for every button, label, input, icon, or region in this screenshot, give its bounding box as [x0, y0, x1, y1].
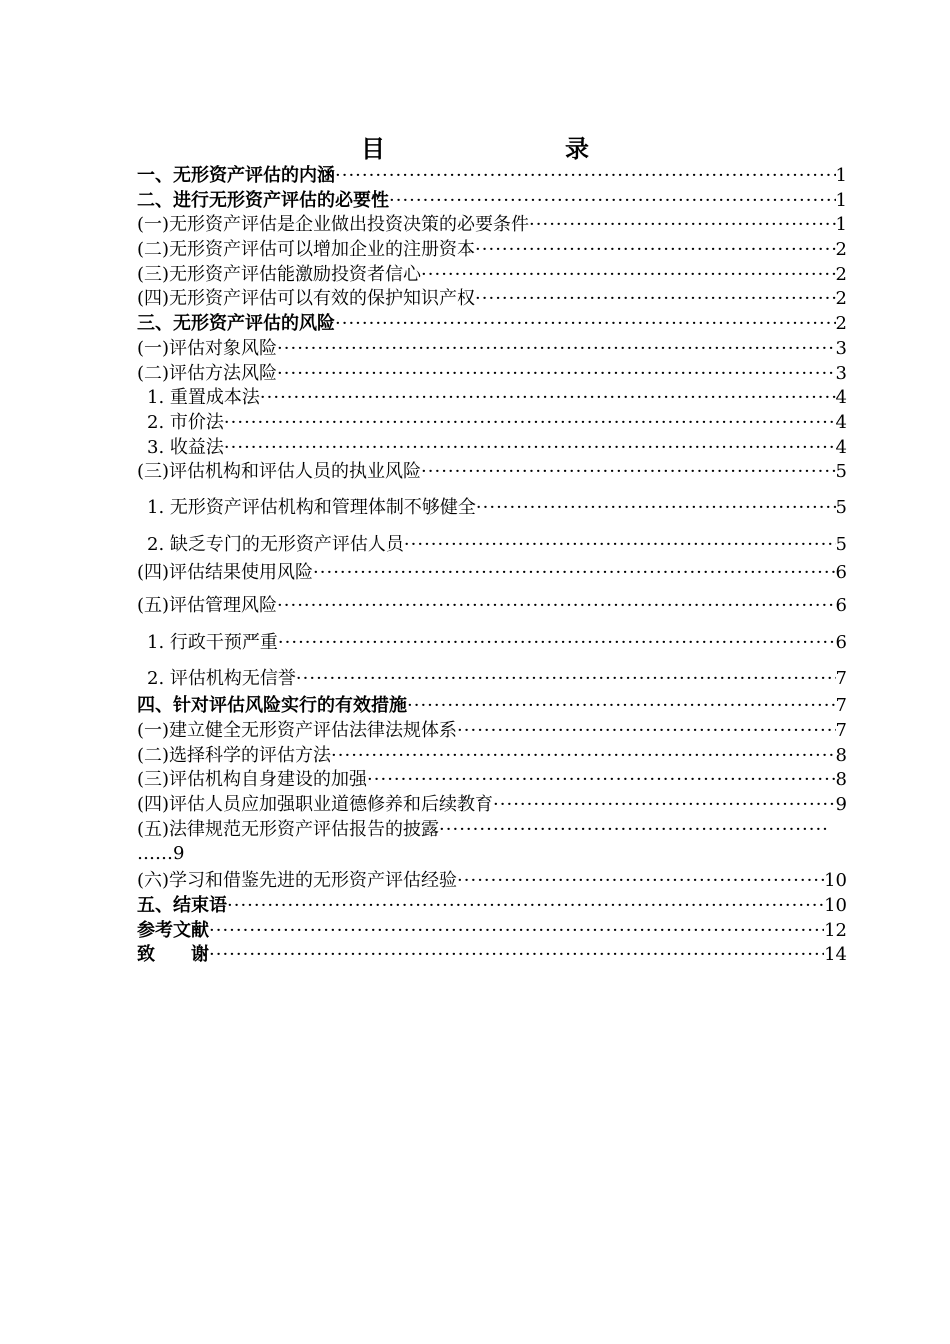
toc-entry-page: 12 — [824, 920, 847, 941]
toc-leader-dots — [277, 338, 836, 360]
toc-entry[interactable] — [137, 792, 847, 816]
toc-leader-dots — [260, 387, 836, 409]
toc-leader-dots — [227, 895, 824, 917]
toc-leader-dots — [457, 870, 824, 892]
toc-entry-text: (二)评估方法风险 — [137, 363, 278, 384]
toc-entry[interactable] — [137, 311, 847, 335]
toc-leader-dots — [404, 534, 836, 556]
toc-entry[interactable] — [137, 262, 847, 286]
toc-entry-page: 10 — [824, 870, 847, 891]
toc-entry-page: 1 — [835, 214, 847, 235]
toc-leader-dots — [367, 769, 836, 791]
toc-entry-page: 9 — [835, 794, 847, 815]
toc-entry[interactable] — [137, 593, 847, 617]
toc-entry[interactable] — [137, 767, 847, 791]
toc-entry-page: 6 — [835, 562, 847, 583]
toc-entry-page: 5 — [835, 497, 847, 518]
page-title: 目 录 — [361, 135, 633, 163]
toc-entry-page: 1 — [835, 165, 847, 186]
toc-leader-dots — [529, 214, 836, 236]
toc-entry-text: (一)评估对象风险 — [137, 338, 278, 359]
toc-entry-text: (三)无形资产评估能激励投资者信心 — [137, 264, 422, 285]
toc-leader-dots — [278, 632, 836, 654]
toc-entry[interactable] — [137, 532, 847, 556]
toc-entry[interactable] — [137, 286, 847, 310]
toc-leader-dots — [277, 595, 836, 617]
toc-leader-dots — [475, 288, 836, 310]
toc-leader-dots — [457, 720, 836, 742]
toc-entry[interactable] — [137, 560, 847, 584]
toc-entry-text: 四、针对评估风险实行的有效措施 — [137, 695, 407, 716]
toc-entry[interactable] — [137, 459, 847, 483]
toc-entry-text: (四)评估人员应加强职业道德修养和后续教育 — [137, 794, 494, 815]
toc-entry[interactable] — [137, 666, 847, 690]
toc-entry-text: 二、进行无形资产评估的必要性 — [137, 190, 389, 211]
toc-entry-text: (三)评估机构和评估人员的执业风险 — [137, 461, 422, 482]
toc-entry[interactable] — [137, 410, 847, 434]
toc-entry-text: 2. 评估机构无信誉 — [147, 668, 296, 689]
toc-leader-dots — [296, 668, 836, 690]
toc-entry-page: 7 — [835, 720, 847, 741]
toc-entry-page: 6 — [835, 595, 847, 616]
toc-entry-text: 1. 行政干预严重 — [147, 632, 278, 653]
toc-entry-text: 致 谢 — [137, 944, 209, 965]
toc-entry-text: 五、结束语 — [137, 895, 227, 916]
toc-leader-dots — [331, 745, 836, 767]
toc-entry-page: 6 — [835, 632, 847, 653]
toc-leader-dots — [476, 497, 836, 519]
toc-leader-dots — [493, 794, 836, 816]
toc-entry-page: 8 — [835, 769, 847, 790]
toc-entry-page: 7 — [835, 668, 847, 689]
toc-leader-dots — [224, 437, 836, 459]
toc-entry-text: 1. 无形资产评估机构和管理体制不够健全 — [147, 497, 476, 518]
toc-entry-page: 8 — [835, 745, 847, 766]
toc-entry-page: 4 — [835, 412, 847, 433]
toc-entry-text: 参考文献 — [137, 920, 209, 941]
toc-entry-text: 2. 缺乏专门的无形资产评估人员 — [147, 534, 404, 555]
toc-entry[interactable] — [137, 630, 847, 654]
toc-entry-text: 一、无形资产评估的内涵 — [137, 165, 335, 186]
toc-entry-page: 5 — [835, 461, 847, 482]
toc-entry-text: (二)选择科学的评估方法 — [137, 745, 332, 766]
toc-entry-page: 4 — [835, 387, 847, 408]
toc-entry-text: 1. 重置成本法 — [147, 387, 260, 408]
toc-entry-page: 3 — [835, 363, 847, 384]
toc-leader-dots — [335, 313, 836, 335]
toc-entry-page: 14 — [824, 944, 847, 965]
toc-entry-text: 2. 市价法 — [147, 412, 224, 433]
toc-leader-dots — [313, 562, 836, 584]
toc-entry[interactable] — [137, 188, 847, 212]
toc-leader-dots — [277, 363, 836, 385]
toc-leader-dots — [389, 190, 836, 212]
toc-entry[interactable] — [137, 237, 847, 261]
toc-entry-page: 2 — [835, 288, 847, 309]
toc-entry-page: 2 — [835, 264, 847, 285]
toc-entry-text: (一)建立健全无形资产评估法律法规体系 — [137, 720, 458, 741]
toc-leader-dots — [335, 165, 836, 187]
toc-entry-page: 1 — [835, 190, 847, 211]
toc-entry-text: (二)无形资产评估可以增加企业的注册资本 — [137, 239, 476, 260]
toc-entry-text: (四)无形资产评估可以有效的保护知识产权 — [137, 288, 476, 309]
toc-leader-dots — [421, 264, 836, 286]
toc-entry[interactable] — [137, 817, 827, 841]
toc-entry-text: (四)评估结果使用风险 — [137, 562, 314, 583]
toc-entry-page: 5 — [835, 534, 847, 555]
toc-leader-dots — [224, 412, 836, 434]
toc-entry-page: 3 — [835, 338, 847, 359]
toc-entry-text: (六)学习和借鉴先进的无形资产评估经验 — [137, 870, 458, 891]
toc-leader-dots — [439, 819, 827, 841]
toc-entry[interactable] — [137, 868, 847, 892]
toc-leader-dots — [209, 944, 824, 966]
toc-leader-dots — [475, 239, 836, 261]
toc-entry[interactable] — [137, 385, 847, 409]
toc-entry[interactable] — [137, 336, 847, 360]
toc-entry[interactable] — [137, 693, 847, 717]
toc-entry-text: (三)评估机构自身建设的加强 — [137, 769, 368, 790]
toc-entry[interactable] — [137, 918, 847, 942]
toc-entry-page: 2 — [835, 239, 847, 260]
toc-entry[interactable] — [137, 893, 847, 917]
toc-entry[interactable] — [137, 435, 847, 459]
toc-leader-dots — [209, 920, 824, 942]
toc-leader-dots — [421, 461, 836, 483]
toc-leader-dots — [407, 695, 836, 717]
toc-entry-page: 2 — [835, 313, 847, 334]
toc-entry[interactable] — [137, 942, 847, 966]
toc-entry-continuation: ……9 — [137, 843, 185, 864]
toc-entry[interactable] — [137, 163, 847, 187]
toc-entry[interactable] — [137, 495, 847, 519]
toc-entry-text: 3. 收益法 — [147, 437, 224, 458]
toc-entry[interactable] — [137, 743, 847, 767]
toc-entry-text: (一)无形资产评估是企业做出投资决策的必要条件 — [137, 214, 530, 235]
toc-entry-text: 三、无形资产评估的风险 — [137, 313, 335, 334]
toc-entry[interactable] — [137, 361, 847, 385]
toc-entry-page: 4 — [835, 437, 847, 458]
toc-entry[interactable] — [137, 212, 847, 236]
toc-entry-page: 7 — [835, 695, 847, 716]
toc-entry-text: (五)评估管理风险 — [137, 595, 278, 616]
toc-entry-page: 10 — [824, 895, 847, 916]
toc-entry[interactable] — [137, 718, 847, 742]
toc-entry-text: (五)法律规范无形资产评估报告的披露 — [137, 819, 440, 840]
